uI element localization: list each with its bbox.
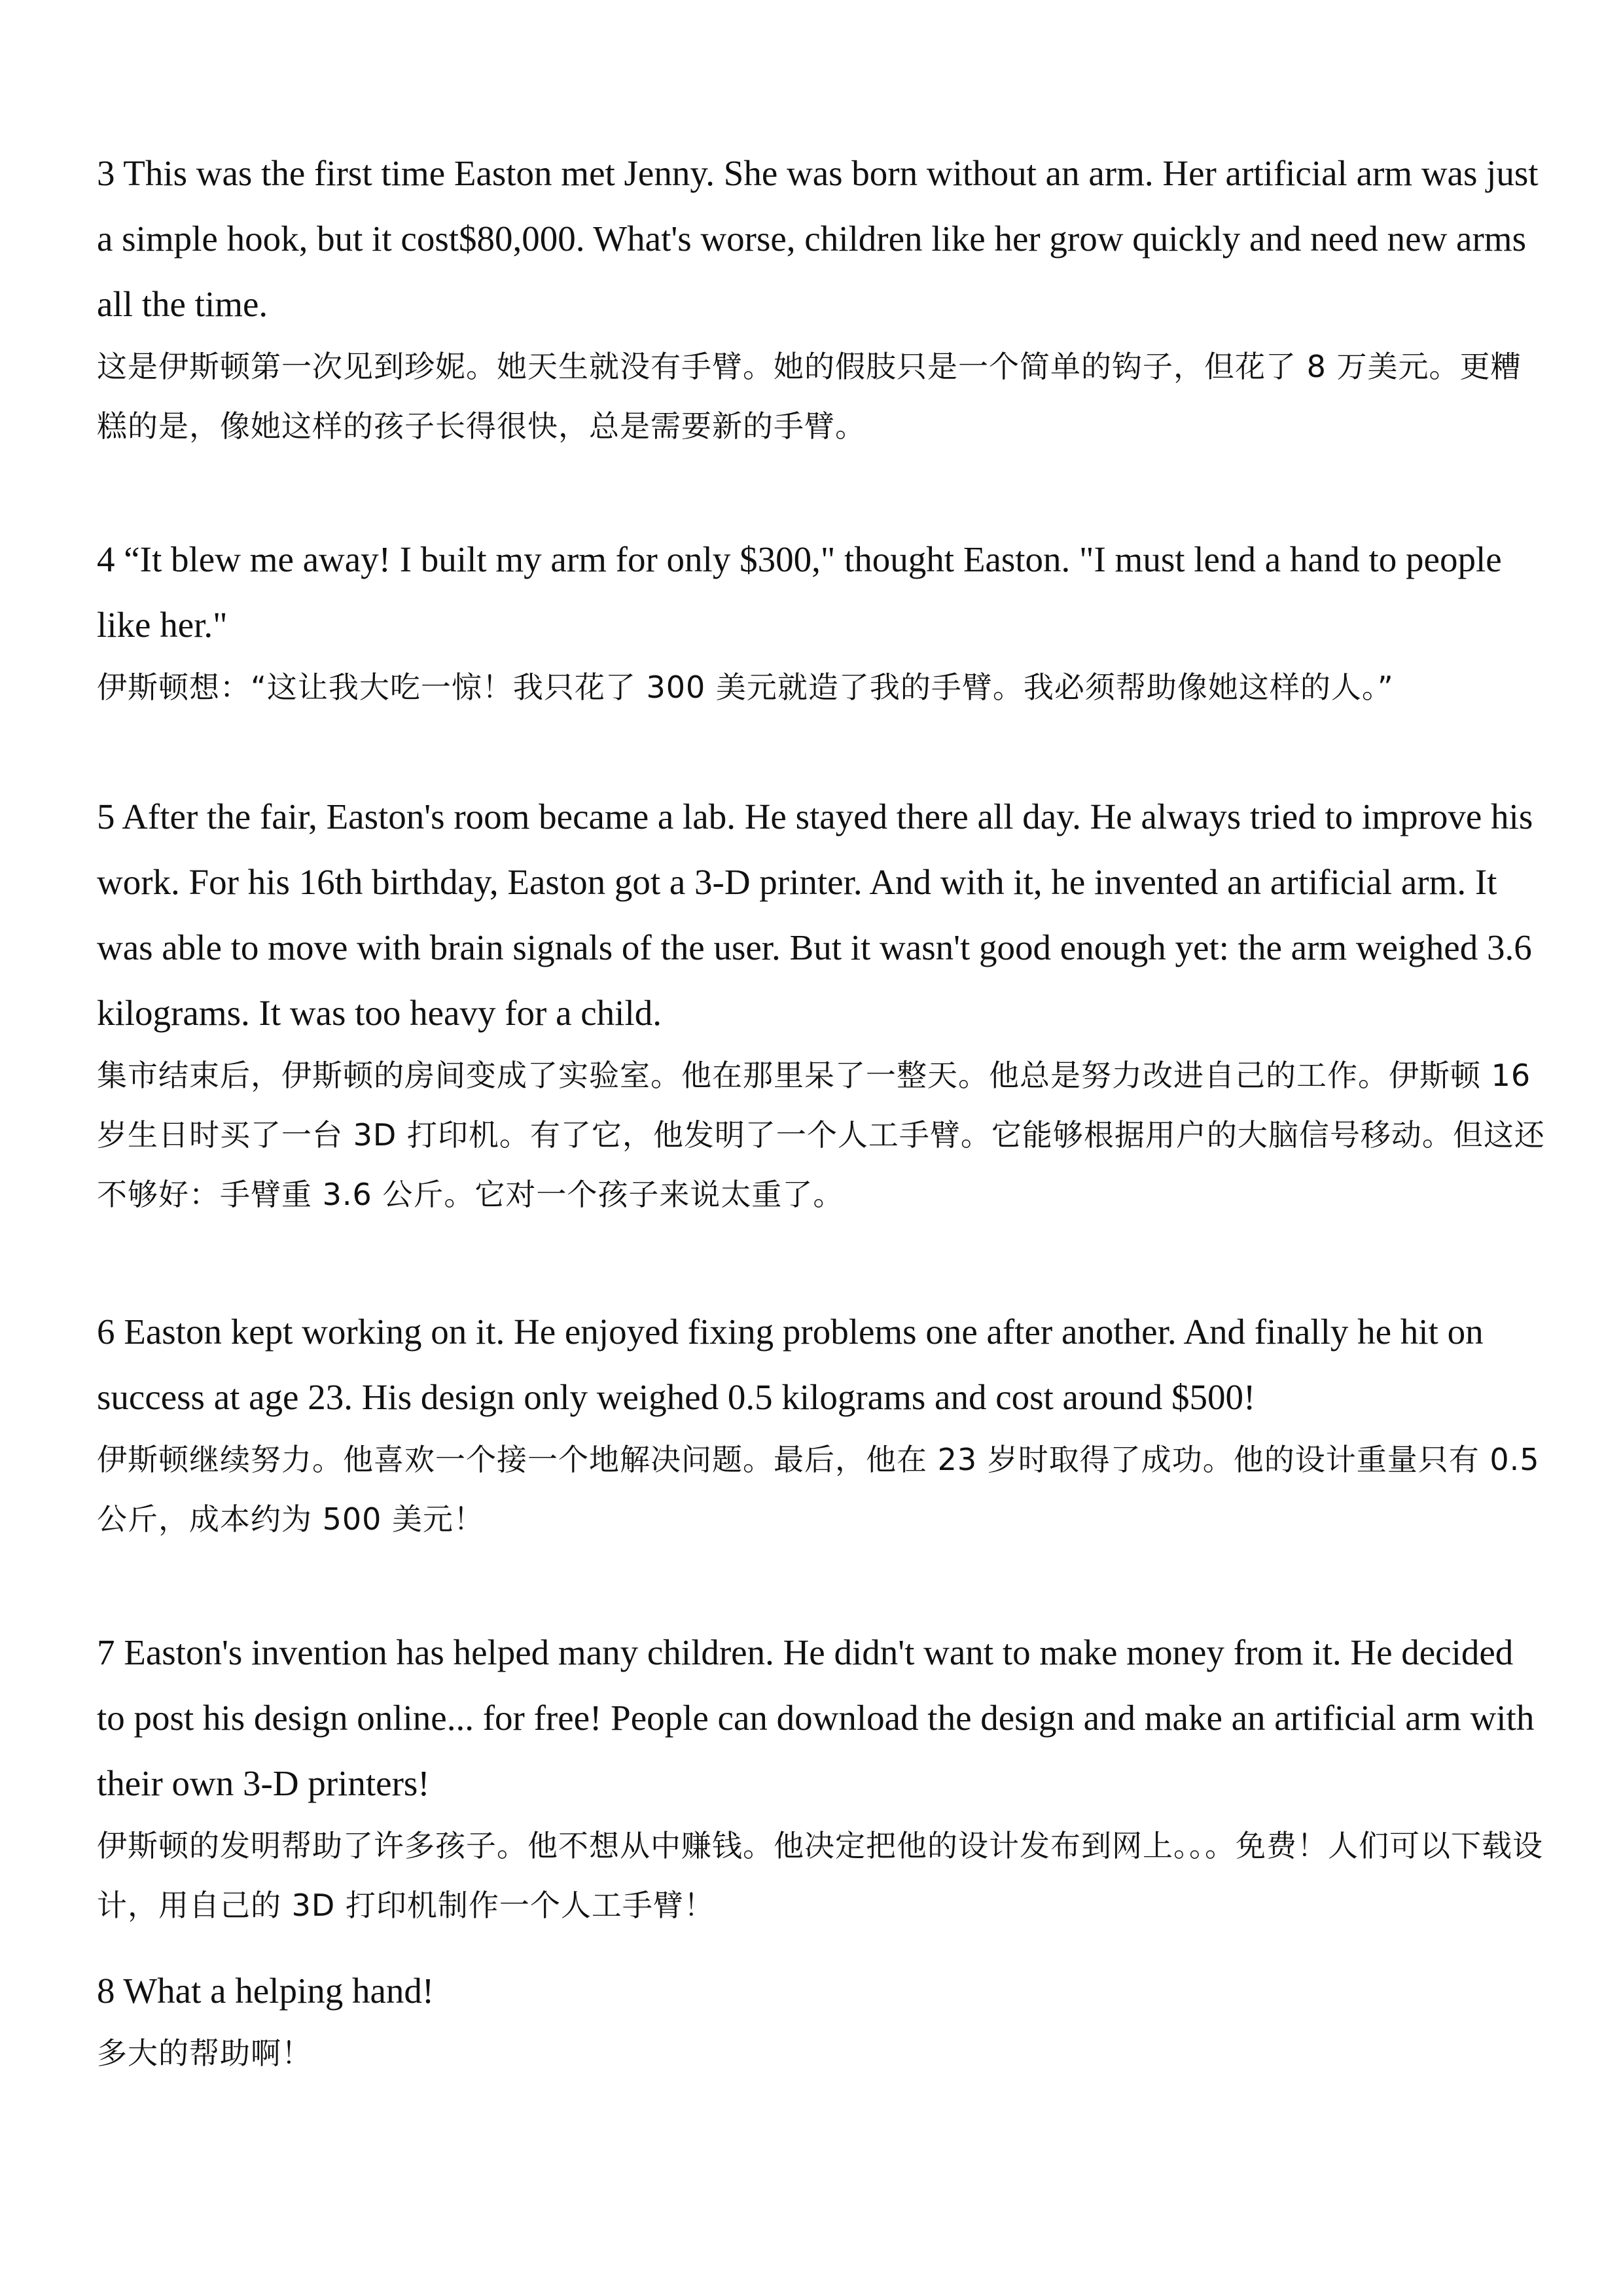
- paragraph-6-english: 6 Easton kept working on it. He enjoyed fixing problems one after another. And finally he hit on success at age 23. His design only weighed 0.5 kilograms and cost around $500!: [97, 1312, 1484, 1417]
- paragraph-4-chinese: 伊斯顿想：“这让我大吃一惊！我只花了 300 美元就造了我的手臂。我必须帮助像她这样的人。”: [97, 670, 1394, 705]
- paragraph-8-chinese: 多大的帮助啊！: [97, 2036, 312, 2071]
- paragraph-5: [97, 784, 1550, 1225]
- paragraph-4: [97, 527, 1550, 717]
- paragraph-7: [97, 1620, 1550, 1935]
- paragraph-3-english: 3 This was the first time Easton met Jenny. She was born without an arm. Her artificial arm was just a simple hook, but it cost$80,000. What's worse, children like her grow quickly and need new arms all the time.: [97, 153, 1539, 324]
- paragraph-6-chinese: 伊斯顿继续努力。他喜欢一个接一个地解决问题。最后，他在 23 岁时取得了成功。他的设计重量只有 0.5 公斤，成本约为 500 美元！: [97, 1442, 1540, 1537]
- paragraph-3: [97, 141, 1550, 456]
- paragraph-6: [97, 1299, 1550, 1549]
- paragraph-3-chinese: 这是伊斯顿第一次见到珍妮。她天生就没有手臂。她的假肢只是一个简单的钩子，但花了 8 万美元。更糟糕的是，像她这样的孩子长得很快，总是需要新的手臂。: [97, 349, 1522, 444]
- paragraph-8: [97, 1958, 1550, 2083]
- paragraph-4-english: 4 “It blew me away! I built my arm for only $300," thought Easton. "I must lend a hand to people like her.": [97, 539, 1502, 645]
- paragraph-5-english: 5 After the fair, Easton's room became a lab. He stayed there all day. He always tried to improve his work. For his 16th birthday, Easton got a 3-D printer. And with it, he invented an artificial arm. It was able to move with brain signals of the user. But it wasn't good enough yet: the arm weighed 3.6 kilograms. It was too heavy for a child.: [97, 797, 1533, 1033]
- paragraph-8-english: 8 What a helping hand!: [97, 1971, 435, 2011]
- paragraph-7-english: 7 Easton's invention has helped many children. He didn't want to make money from it. He decided to post his design online... for free! People can download the design and make an artificial arm with their own 3-D printers!: [97, 1632, 1535, 1803]
- paragraph-5-chinese: 集市结束后，伊斯顿的房间变成了实验室。他在那里呆了一整天。他总是努力改进自己的工作。伊斯顿 16 岁生日时买了一台 3D 打印机。有了它，他发明了一个人工手臂。它能够根据用户的大脑信号移动。但这还不够好：手臂重 3.6 公斤。它对一个孩子来说太重了。: [97, 1058, 1545, 1212]
- paragraph-7-chinese: 伊斯顿的发明帮助了许多孩子。他不想从中赚钱。他决定把他的设计发布到网上。。。免费！人们可以下载设计，用自己的 3D 打印机制作一个人工手臂！: [97, 1828, 1543, 1923]
